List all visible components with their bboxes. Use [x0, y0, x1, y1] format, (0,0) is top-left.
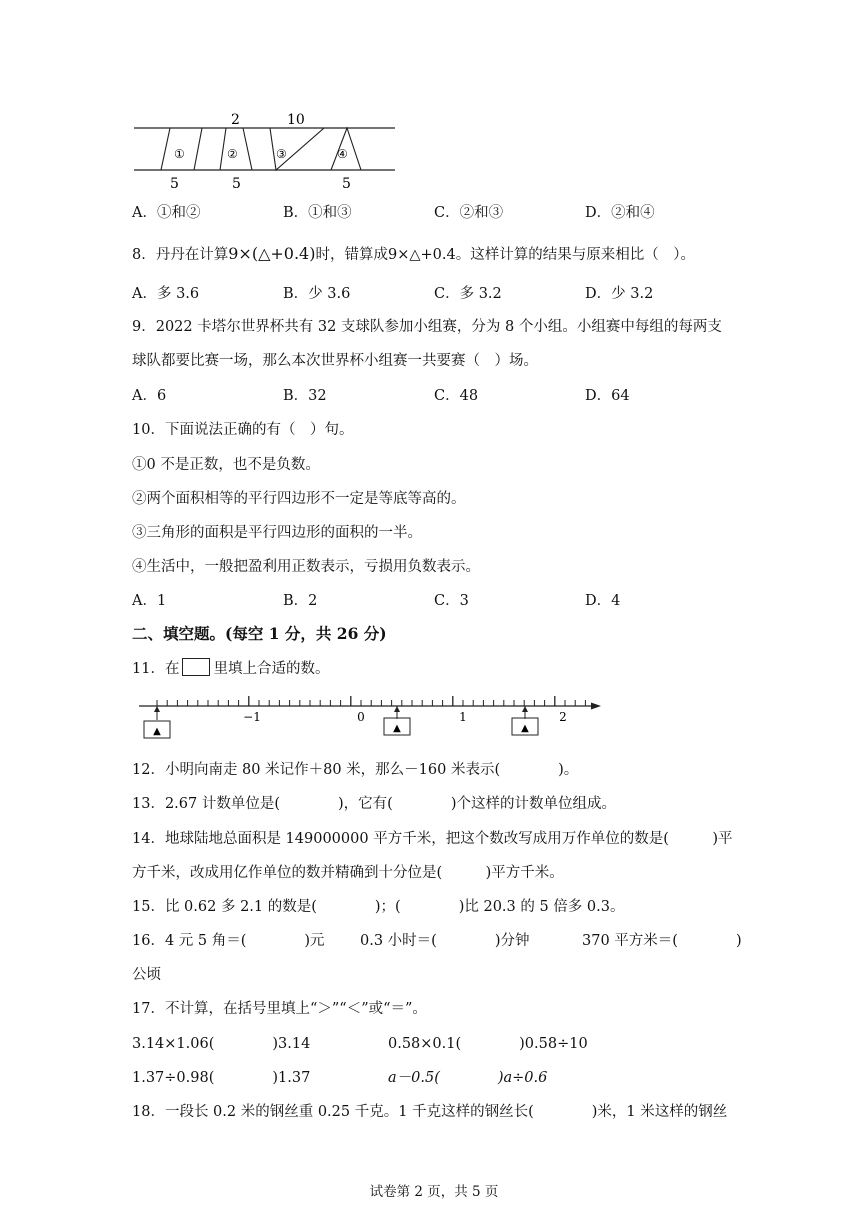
q10-option-c[interactable]: C．3 [434, 593, 469, 609]
q10-option-d[interactable]: D．4 [585, 593, 621, 609]
q7-option-d[interactable]: D．②和④ [585, 205, 655, 221]
q18-stem: 18．一段长 0.2 米的钢丝重 0.25 千克。1 千克这样的钢丝长( )米，1 米这样的钢丝 [132, 1104, 728, 1120]
q17-item: 1.37÷0.98( )1.37 [132, 1070, 311, 1086]
q14-stem-line2: 方千米，改成用亿作单位的数并精确到十分位是( )平方千米。 [132, 865, 564, 881]
triangle-icon: ▲ [521, 723, 529, 734]
q8-option-c[interactable]: C．多 3.2 [434, 286, 502, 302]
shape-label: ① [174, 147, 185, 161]
q10-option-b[interactable]: B．2 [283, 593, 318, 609]
q16-part: 370 平方米＝( ) [582, 933, 742, 949]
q15-stem: 15．比 0.62 多 2.1 的数是( )；( )比 20.3 的 5 倍多 0.3。 [132, 899, 625, 915]
marker-box[interactable] [384, 706, 410, 735]
tick-label: 0 [357, 710, 365, 724]
section-title: 二、填空题。(每空 1 分，共 26 分) [132, 624, 387, 643]
q11-stem [132, 658, 329, 679]
q10-stem: 10．下面说法正确的有（ ）句。 [132, 422, 354, 438]
q17-stem: 17．不计算，在括号里填上“＞”“＜”或“＝”。 [132, 1001, 427, 1017]
q9-option-b[interactable]: B．32 [283, 388, 327, 404]
q7-option-b[interactable]: B．①和③ [283, 205, 352, 221]
shape-label: ④ [337, 147, 348, 161]
q17-item: 3.14×1.06( )3.14 [132, 1036, 311, 1052]
q16-part: 16．4 元 5 角＝( )元 [132, 933, 325, 949]
answer-box-icon [182, 658, 210, 676]
shape-label: ③ [276, 147, 287, 161]
q8-option-d[interactable]: D．少 3.2 [585, 286, 654, 302]
q9-stem-line2: 球队都要比赛一场，那么本次世界杯小组赛一共要赛（ ）场。 [132, 353, 538, 369]
q10-option-a[interactable]: A．1 [132, 593, 167, 609]
triangle-icon: ▲ [393, 723, 401, 734]
q17-item: 0.58×0.1( )0.58÷10 [388, 1036, 588, 1052]
q8-stem-part: 。这样计算的结果与原来相比（ ）。 [455, 247, 695, 263]
q8-expr-correct: 9×(△+0.4) [228, 244, 316, 263]
q7-option-c[interactable]: C．②和③ [434, 205, 504, 221]
q9-option-c[interactable]: C．48 [434, 388, 479, 404]
q7-parallel-figure [130, 108, 400, 193]
q11-stem-part: 11．在 [132, 661, 180, 677]
q7-option-a[interactable]: A．①和② [132, 205, 201, 221]
q9-option-a[interactable]: A．6 [132, 388, 167, 404]
triangle-icon: ▲ [153, 726, 161, 737]
tick-label: 1 [459, 710, 467, 724]
q8-expr-wrong: 9×△+0.4 [387, 247, 456, 263]
q9-stem-line1: 9．2022 卡塔尔世界杯共有 32 支球队参加小组赛，分为 8 个小组。小组赛中每组的每两支 [132, 319, 722, 335]
q8-option-a[interactable]: A．多 3.6 [132, 286, 200, 302]
marker-box[interactable] [512, 706, 538, 735]
marker-box[interactable] [144, 706, 170, 738]
q14-stem-line1: 14．地球陆地总面积是 149000000 平方千米，把这个数改写成用万作单位的数是( )平 [132, 831, 733, 847]
q12-stem: 12．小明向南走 80 米记作＋80 米，那么－160 米表示( )。 [132, 762, 579, 778]
bottom-label: 5 [342, 176, 351, 192]
tick-label: −1 [243, 710, 261, 724]
q8-option-b[interactable]: B．少 3.6 [283, 286, 351, 302]
bottom-label: 5 [232, 176, 241, 192]
tick-label: 2 [559, 710, 567, 724]
q8-stem-part: 8．丹丹在计算 [132, 247, 229, 263]
page-footer: 试卷第 2 页，共 5 页 [369, 1184, 499, 1200]
q8-stem-part: 时，错算成 [315, 247, 388, 263]
q11-stem-part: 里填上合适的数。 [213, 661, 330, 677]
top-label: 2 [231, 112, 240, 128]
q11-number-line [135, 690, 605, 744]
number-line-ticks [157, 696, 585, 706]
q8-stem [132, 244, 695, 265]
q17-item: a－0.5( )a÷0.6 [388, 1070, 548, 1086]
q10-item: ②两个面积相等的平行四边形不一定是等底等高的。 [132, 491, 466, 507]
q16-continuation: 公顷 [132, 967, 161, 983]
q10-item: ④生活中，一般把盈利用正数表示，亏损用负数表示。 [132, 559, 480, 575]
q9-option-d[interactable]: D．64 [585, 388, 630, 404]
top-label: 10 [287, 112, 305, 128]
shape-label: ② [227, 147, 238, 161]
bottom-label: 5 [170, 176, 179, 192]
q10-item: ①0 不是正数，也不是负数。 [132, 457, 320, 473]
q10-item: ③三角形的面积是平行四边形的面积的一半。 [132, 525, 422, 541]
q13-stem: 13．2.67 计数单位是( )，它有( )个这样的计数单位组成。 [132, 796, 616, 812]
q16-part: 0.3 小时＝( )分钟 [360, 933, 530, 949]
